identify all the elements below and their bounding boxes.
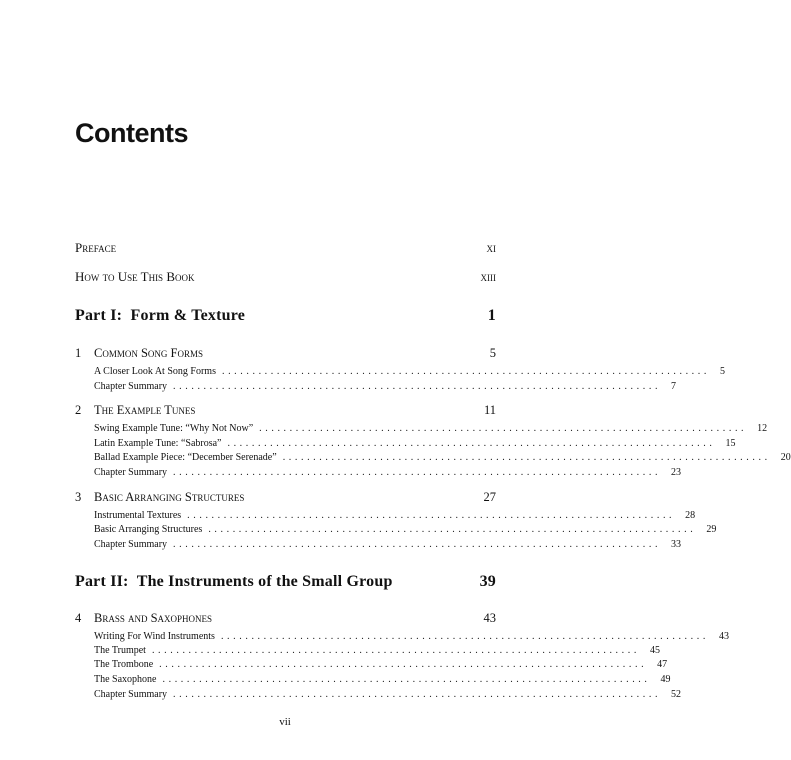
section-title: Chapter Summary <box>94 539 168 550</box>
section-title: The Trumpet <box>94 645 146 656</box>
section-page: 52 <box>671 689 682 700</box>
toc-part-2[interactable] <box>75 573 496 591</box>
section-title: Basic Arranging Structures <box>94 524 203 535</box>
toc-chapter-1[interactable] <box>75 346 496 361</box>
toc-entry-preface[interactable] <box>75 240 496 256</box>
toc-section[interactable] <box>94 381 677 392</box>
dot-leader: ................................................................................ <box>173 467 662 478</box>
dot-leader: ................................................................................ <box>220 631 709 642</box>
section-page: 49 <box>660 674 671 685</box>
section-title: The Trombone <box>94 659 154 670</box>
toc-entry-how-to-use[interactable] <box>75 269 496 285</box>
dot-leader: ................................................................................ <box>282 452 771 463</box>
chapter-title: Common Song Forms <box>94 346 204 360</box>
section-page: 33 <box>671 539 682 550</box>
toc-section[interactable] <box>94 645 660 656</box>
dot-leader: ................................................................................ <box>159 659 648 670</box>
section-title: Chapter Summary <box>94 689 168 700</box>
toc-section[interactable] <box>94 659 668 670</box>
dot-leader: ................................................................................ <box>162 674 651 685</box>
toc-section[interactable] <box>94 524 717 535</box>
chapter-number: 3 <box>75 490 82 504</box>
part-page: 39 <box>479 573 496 590</box>
section-page: 43 <box>718 631 729 642</box>
section-title: Chapter Summary <box>94 381 168 392</box>
section-page: 47 <box>657 659 668 670</box>
toc-part-1[interactable] <box>75 307 496 325</box>
toc-section[interactable] <box>94 689 682 700</box>
dot-leader: ................................................................................ <box>221 366 710 377</box>
section-page: 45 <box>649 645 660 656</box>
toc-section[interactable] <box>94 510 696 521</box>
page-number: vii <box>279 716 291 728</box>
chapter-page: 11 <box>483 403 496 417</box>
toc-section[interactable] <box>94 423 768 434</box>
entry-title: How to Use This Book <box>75 269 195 284</box>
dot-leader: ................................................................................ <box>173 539 662 550</box>
page-title: Contents <box>75 118 188 148</box>
chapter-title: Basic Arranging Structures <box>94 490 245 504</box>
section-page: 28 <box>685 510 696 521</box>
section-title: Swing Example Tune: “Why Not Now” <box>94 423 254 434</box>
entry-page: xiii <box>480 269 496 284</box>
toc-section[interactable] <box>94 674 671 685</box>
section-page: 23 <box>671 467 682 478</box>
section-title: Writing For Wind Instruments <box>94 631 215 642</box>
part-title: Part II: The Instruments of the Small Group <box>75 573 393 590</box>
section-page: 29 <box>706 524 717 535</box>
chapter-page: 5 <box>489 346 496 360</box>
entry-title: Preface <box>75 240 117 255</box>
section-title: Chapter Summary <box>94 467 168 478</box>
section-page: 5 <box>719 366 725 377</box>
dot-leader: ................................................................................ <box>187 510 676 521</box>
toc-chapter-3[interactable] <box>75 490 496 505</box>
toc-section[interactable] <box>94 438 736 449</box>
section-page: 20 <box>780 452 791 463</box>
section-title: Instrumental Textures <box>94 510 182 521</box>
chapter-page: 27 <box>483 490 496 504</box>
part-page: 1 <box>487 307 496 324</box>
toc-chapter-2[interactable] <box>75 403 496 418</box>
dot-leader: ................................................................................ <box>227 438 716 449</box>
dot-leader: ................................................................................ <box>173 689 662 700</box>
chapter-title: The Example Tunes <box>94 403 196 417</box>
dot-leader: ................................................................................ <box>173 381 662 392</box>
section-title: Ballad Example Piece: “December Serenade” <box>94 452 277 463</box>
chapter-page: 43 <box>483 611 496 625</box>
section-page: 15 <box>725 438 736 449</box>
toc-section[interactable] <box>94 539 682 550</box>
section-page: 7 <box>671 381 677 392</box>
toc-section[interactable] <box>94 467 682 478</box>
dot-leader: ................................................................................ <box>208 524 697 535</box>
section-title: Latin Example Tune: “Sabrosa” <box>94 438 222 449</box>
part-title: Part I: Form & Texture <box>75 307 246 324</box>
chapter-number: 2 <box>75 403 82 417</box>
chapter-number: 4 <box>75 611 82 625</box>
toc-section[interactable] <box>94 366 725 377</box>
section-page: 12 <box>757 423 768 434</box>
toc-section[interactable] <box>94 631 729 642</box>
dot-leader: ................................................................................ <box>151 645 640 656</box>
entry-page: xi <box>486 240 496 255</box>
toc-section[interactable] <box>94 452 791 463</box>
toc-chapter-4[interactable] <box>75 611 496 626</box>
chapter-number: 1 <box>75 346 82 360</box>
dot-leader: ................................................................................ <box>259 423 748 434</box>
section-title: The Saxophone <box>94 674 157 685</box>
chapter-title: Brass and Saxophones <box>94 611 213 625</box>
section-title: A Closer Look At Song Forms <box>94 366 216 377</box>
